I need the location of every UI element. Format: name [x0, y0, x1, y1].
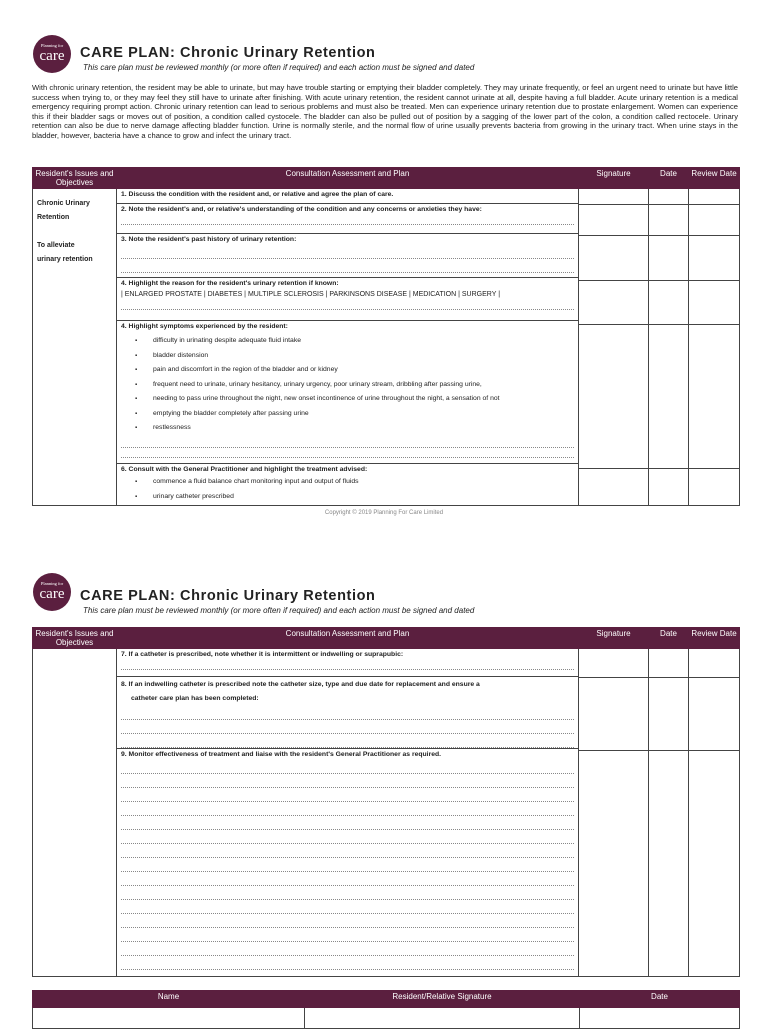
entry-line[interactable]: [121, 245, 574, 259]
page-subtitle: This care plan must be reviewed monthly (or more often if required) and each action must be signed and dated: [83, 606, 475, 615]
entry-line[interactable]: [121, 858, 574, 872]
entry-line[interactable]: [121, 816, 574, 830]
signature-column[interactable]: [579, 189, 649, 506]
care-plan-table-2: [32, 627, 740, 977]
entry-line[interactable]: [121, 956, 574, 970]
treatment-item[interactable]: ▪ urinary catheter prescribed: [153, 490, 574, 505]
section-8[interactable]: 8. If an indwelling catheter is prescribed note the catheter size, type and due date for replacement and ensure a catheter care plan has been completed:: [117, 677, 578, 749]
header-issues: Resident's Issues and Objectives: [33, 628, 117, 649]
symptom-item[interactable]: ▪ restlessness: [153, 421, 574, 436]
section-9[interactable]: 9. Monitor effectiveness of treatment and liaise with the resident's General Practitioner as required.: [117, 749, 578, 976]
header-review-date: Review Date: [689, 168, 740, 189]
entry-line[interactable]: [121, 259, 574, 273]
name-field[interactable]: [33, 1008, 305, 1029]
entry-line[interactable]: [121, 300, 574, 310]
section-3[interactable]: 3. Note the resident's past history of urinary retention:: [117, 234, 578, 278]
page-title: CARE PLAN: Chronic Urinary Retention: [80, 45, 376, 61]
header-signoff-date: Date: [580, 991, 740, 1008]
entry-line[interactable]: [121, 830, 574, 844]
intro-paragraph: With chronic urinary retention, the resident may be able to urinate, but may have trouble starting or emptying their bladder completely. They may urinate frequently, or feel an urgent need to urinate but have little success when trying to, or they may feel they still have to urinate after finishing. With acute urinary retention, the resident cannot urinate at all, despite having a full bladder. Acute urinary retention is a medical emergency requiring prompt action. Chronic urinary retention can lead to serious problems and must also be treated. Men can experience urinary retention due to prostate enlargement. Women can experience this if their bladder sags or moves out of position, a condition called cystocele. The bladder can also be pulled out of position by a sagging of the lower part of the colon, a condition called rectocele. Urinary retention can also be due to nerve damage affecting bladder function. Urine is normally sterile, and the normal flow of urine usually prevents bacteria from growing in the urinary tract. When urine stays in the bladder, however, bacteria have a chance to grow and infect the urinary tract.: [32, 83, 738, 140]
copyright-notice: Copyright © 2019 Planning For Care Limited: [324, 510, 444, 516]
section-6[interactable]: 6. Consult with the General Practitioner and highlight the treatment advised: ▪ commence a fluid balance chart monitoring input and output of fluids ▪ urinary catheter prescribed: [117, 464, 578, 505]
issues-cell: [33, 649, 117, 977]
symptom-item[interactable]: ▪ pain and discomfort in the region of the bladder and or kidney: [153, 363, 574, 378]
header-plan: Consultation Assessment and Plan: [117, 628, 579, 649]
symptom-item[interactable]: ▪ difficulty in urinating despite adequate fluid intake: [153, 334, 574, 349]
page-subtitle: This care plan must be reviewed monthly (or more often if required) and each action must be signed and dated: [83, 63, 475, 72]
symptom-item[interactable]: ▪ bladder distension: [153, 349, 574, 364]
header-name: Name: [33, 991, 305, 1008]
entry-line[interactable]: [121, 660, 574, 670]
header-issues: Resident's Issues and Objectives: [33, 168, 117, 189]
entry-line[interactable]: [121, 844, 574, 858]
entry-line[interactable]: [121, 942, 574, 956]
resident-signature-field[interactable]: [305, 1008, 580, 1029]
entry-line[interactable]: [121, 438, 574, 448]
entry-line[interactable]: [121, 734, 574, 748]
planning-for-care-logo: Planning for care: [33, 573, 71, 611]
entry-line[interactable]: [121, 900, 574, 914]
section-1: 1. Discuss the condition with the resident and, or relative and agree the plan of care.: [117, 189, 578, 204]
reason-options[interactable]: | ENLARGED PROSTATE | DIABETES | MULTIPLE SCLEROSIS | PARKINSONS DISEASE | MEDICATION | SURGERY |: [121, 291, 501, 298]
signature-column[interactable]: [579, 649, 649, 977]
review-date-column[interactable]: [689, 189, 740, 506]
entry-line[interactable]: [121, 872, 574, 886]
header-review-date: Review Date: [689, 628, 740, 649]
entry-line[interactable]: [121, 802, 574, 816]
entry-line[interactable]: [121, 720, 574, 734]
header-resident-signature: Resident/Relative Signature: [305, 991, 580, 1008]
date-column[interactable]: [649, 189, 689, 506]
entry-line[interactable]: [121, 774, 574, 788]
section-4[interactable]: 4. Highlight the reason for the resident's urinary retention if known: | ENLARGED PROSTATE | DIABETES | MULTIPLE SCLEROSIS | PARKINSONS DISEASE | MEDICATION | SURGERY |: [117, 278, 578, 321]
review-date-column[interactable]: [689, 649, 740, 977]
symptom-item-cont: ▪ needing to pass urine throughout the night, new onset incontinence of urine throughout the night, a sensation of not: [153, 392, 574, 407]
plan-cell: [117, 649, 579, 977]
issues-cell: Chronic Urinary Retention To alleviate urinary retention: [33, 189, 117, 506]
entry-line[interactable]: [121, 706, 574, 720]
entry-line[interactable]: [121, 760, 574, 774]
care-plan-page-2: [0, 560, 768, 1024]
section-7[interactable]: 7. If a catheter is prescribed, note whether it is intermittent or indwelling or suprapubic:: [117, 649, 578, 677]
treatment-item[interactable]: ▪ commence a fluid balance chart monitoring input and output of fluids: [153, 475, 574, 490]
care-plan-table: [32, 167, 740, 506]
entry-line[interactable]: [121, 886, 574, 900]
entry-line[interactable]: [121, 788, 574, 802]
date-column[interactable]: [649, 649, 689, 977]
entry-line[interactable]: [121, 928, 574, 942]
symptom-item-cont: ▪ emptying the bladder completely after passing urine: [153, 407, 574, 422]
entry-line[interactable]: [121, 914, 574, 928]
symptom-item[interactable]: ▪ frequent need to urinate, urinary hesitancy, urinary urgency, poor urinary stream, dribbling after passing urine,: [153, 378, 574, 393]
section-5[interactable]: 4. Highlight symptoms experienced by the resident: ▪ difficulty in urinating despite adequate fluid intake ▪ bladder distension ▪ pain and discomfort in the region of the bladder and or kidney ▪ frequent need to urinate, urinary hesitancy, urinary urgency, poor urinary stream, dribbling after passing urine, ▪ needing to pass urine throughout the night, new onset incontinence of urine throughout the night, a sensation of not ▪ emptying the bladder completely after passing urine ▪ restlessness: [117, 321, 578, 464]
header-signature: Signature: [579, 628, 649, 649]
page-title: CARE PLAN: Chronic Urinary Retention: [80, 588, 376, 604]
entry-line[interactable]: [121, 448, 574, 458]
planning-for-care-logo: Planning for care: [33, 35, 71, 73]
signoff-table: [32, 990, 740, 1029]
entry-line[interactable]: [121, 215, 574, 225]
plan-cell: [117, 189, 579, 506]
header-date: Date: [649, 168, 689, 189]
header-signature: Signature: [579, 168, 649, 189]
signoff-date-field[interactable]: [580, 1008, 740, 1029]
header-date: Date: [649, 628, 689, 649]
header-plan: Consultation Assessment and Plan: [117, 168, 579, 189]
section-2[interactable]: 2. Note the resident's and, or relative's understanding of the condition and any concerns or anxieties they have:: [117, 204, 578, 234]
